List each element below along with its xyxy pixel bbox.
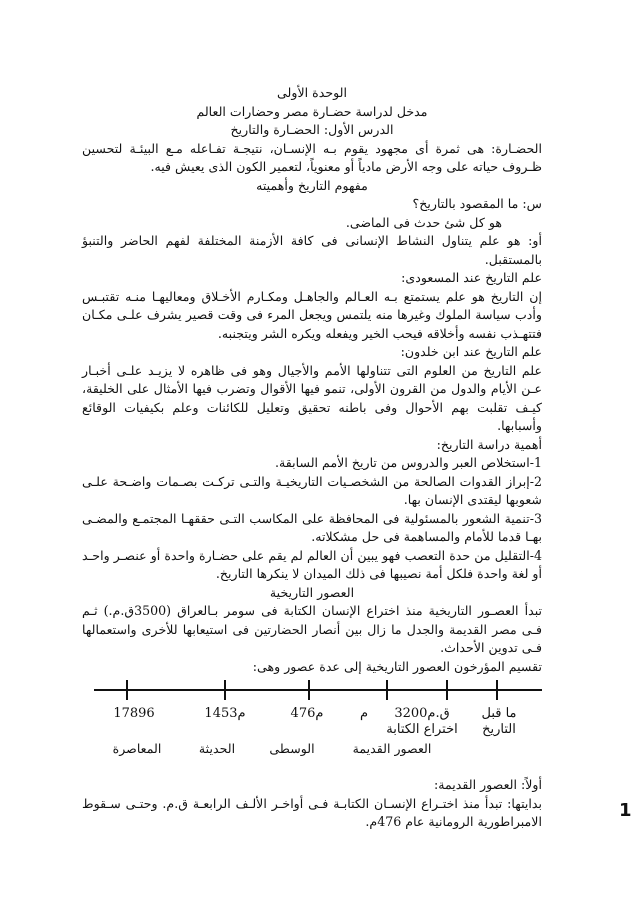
era-label: الحديثة [198,741,236,756]
timeline-label-main: 3200ق.م [394,706,450,721]
timeline-tick [224,680,226,700]
importance-item-4: 4-التقليل من حدة التعصب فهو يبين أن العالم لم يقم على حضـارة واحدة أو عنصـر واحـد أو لغة واحدة فلكل أمة نصيبها فى ذلك الميدان لا ينكرها التاريخ. [82,547,542,581]
unit-title: الوحدة الأولى [277,85,347,100]
timeline-tick [496,680,498,700]
lesson-title: الدرس الأول: الحضـارة والتاريخ [230,122,394,137]
timeline-label: م [359,706,369,721]
first-era-text: بدايتها: تبدأ منذ اختـراع الإنسـان الكتابـة فـى أواخـر الألـف الرابعـة ق.م. وحتـى سـقوط الامبراطورية الرومانية عام 476م. [82,795,542,829]
history-concept-heading: مفهوم التاريخ وأهميته [256,177,368,193]
question: س: ما المقصود بالتاريخ؟ [412,196,542,211]
page-number: 1 [619,800,632,821]
timeline-tick [308,680,310,700]
eras-heading: العصور التاريخية [269,584,355,600]
timeline-tick [386,680,388,700]
timeline-tick [126,680,128,700]
timeline-label [386,706,457,738]
era-label: العصور القديمة [352,741,432,756]
khaldun-heading: علم التاريخ عند ابن خلدون: [400,344,542,359]
answer-2: أو: هو علم يتناول النشاط الإنسانى فى كافة الأزمنة المختلفة لفهم الحاضر والتنبؤ بالمستقبل. [82,233,542,267]
importance-item-3: 3-تنمية الشعور بالمسئولية فى المحافظة على المكاسب التـى حققهـا المجتمـع والمضـى بهـا قدما للأمام والمساهمة فى حل مشكلاته. [82,510,542,544]
importance-item-1: 1-استخلاص العبر والدروس من تاريخ الأمم السابقة. [275,455,542,470]
intro-title: مدخل لدراسة حضـارة مصر وحضارات العالم [196,103,428,119]
timeline-axis [94,689,542,691]
era-label: الوسطى [269,741,315,756]
khaldun-text: علم التاريخ من العلوم التى تتناولها الأمم والأجيال وهو فى ظاهره لا يزيـد علـى أخبـار عـن الأيام والدول من القرون الأولى، تنمو فيها الأقوال وتضرب فيها الأمثال على الخليقة، كيـف تقلبت بهم الأحوال وفى باطنه تحقيق وتعليل للكائنات وعلم بكيفيات الوقائع وأسبابها. [82,362,542,433]
answer-1: هو كل شئ حدث فى الماضى. [345,214,502,230]
timeline-label-sub: التاريخ [482,722,516,737]
masudi-text: إن التاريخ هو علم يستمتع بـه العـالم والجاهـل ومكـارم الأخـلاق ومعاليهـا منـه تقتبـس وأدب سياسة الملوك وغيرها منه يلتمس ويجعل المرء فى وقت قصير يشرف علـى مكـان فتتهـذب نفسه وأخلاقه فيحب الخير ويفعله ويكره الشر ويتجنبه. [82,288,542,341]
eras-timeline [82,680,542,776]
era-label: المعاصرة [112,741,162,756]
masudi-heading: علم التاريخ عند المسعودى: [401,270,542,285]
timeline-label: 476م [290,706,324,721]
importance-item-2: 2-إبراز القدوات الصالحة من الشخصـيات التاريخيـة والتـى تركـت بصـمات واضـحة علـى شعوبها ليقتدى الإنسان بها. [82,473,542,507]
eras-text: تبدأ العصـور التاريخية منذ اختراع الإنسان الكتابة فى سومر بـالعراق (3500ق.م.) ثـم فـى مصر القديمة والجدل ما زال بين أنصار الحضارتين فى استيعابها للأخرى واستعمالها فـى تدوين الأحداث. [82,603,542,655]
timeline-label-main: ما قبل [481,706,517,721]
civilization-definition: الحضـارة: هى ثمرة أى مجهود يقوم بـه الإنسـان، نتيجـة تفـاعله مـع البيئـة لتحسين ظـروف حياته على وجه الأرض مادياً أو معنوياً، لتعمير الكون الذى يعيش فيه. [82,140,542,174]
timeline-label-sub: اختراع الكتابة [386,722,458,737]
division-text: تقسيم المؤرخون العصور التاريخية إلى عدة عصور وهى: [252,658,542,674]
timeline-label: 17896 [113,706,155,721]
timeline-label: 1453م [204,706,246,721]
document-page [82,84,542,832]
first-era-heading: أولاً: العصور القديمة: [433,777,542,792]
importance-heading: أهمية دراسة التاريخ: [436,436,542,452]
timeline-label [481,706,516,738]
timeline-tick [446,680,448,700]
